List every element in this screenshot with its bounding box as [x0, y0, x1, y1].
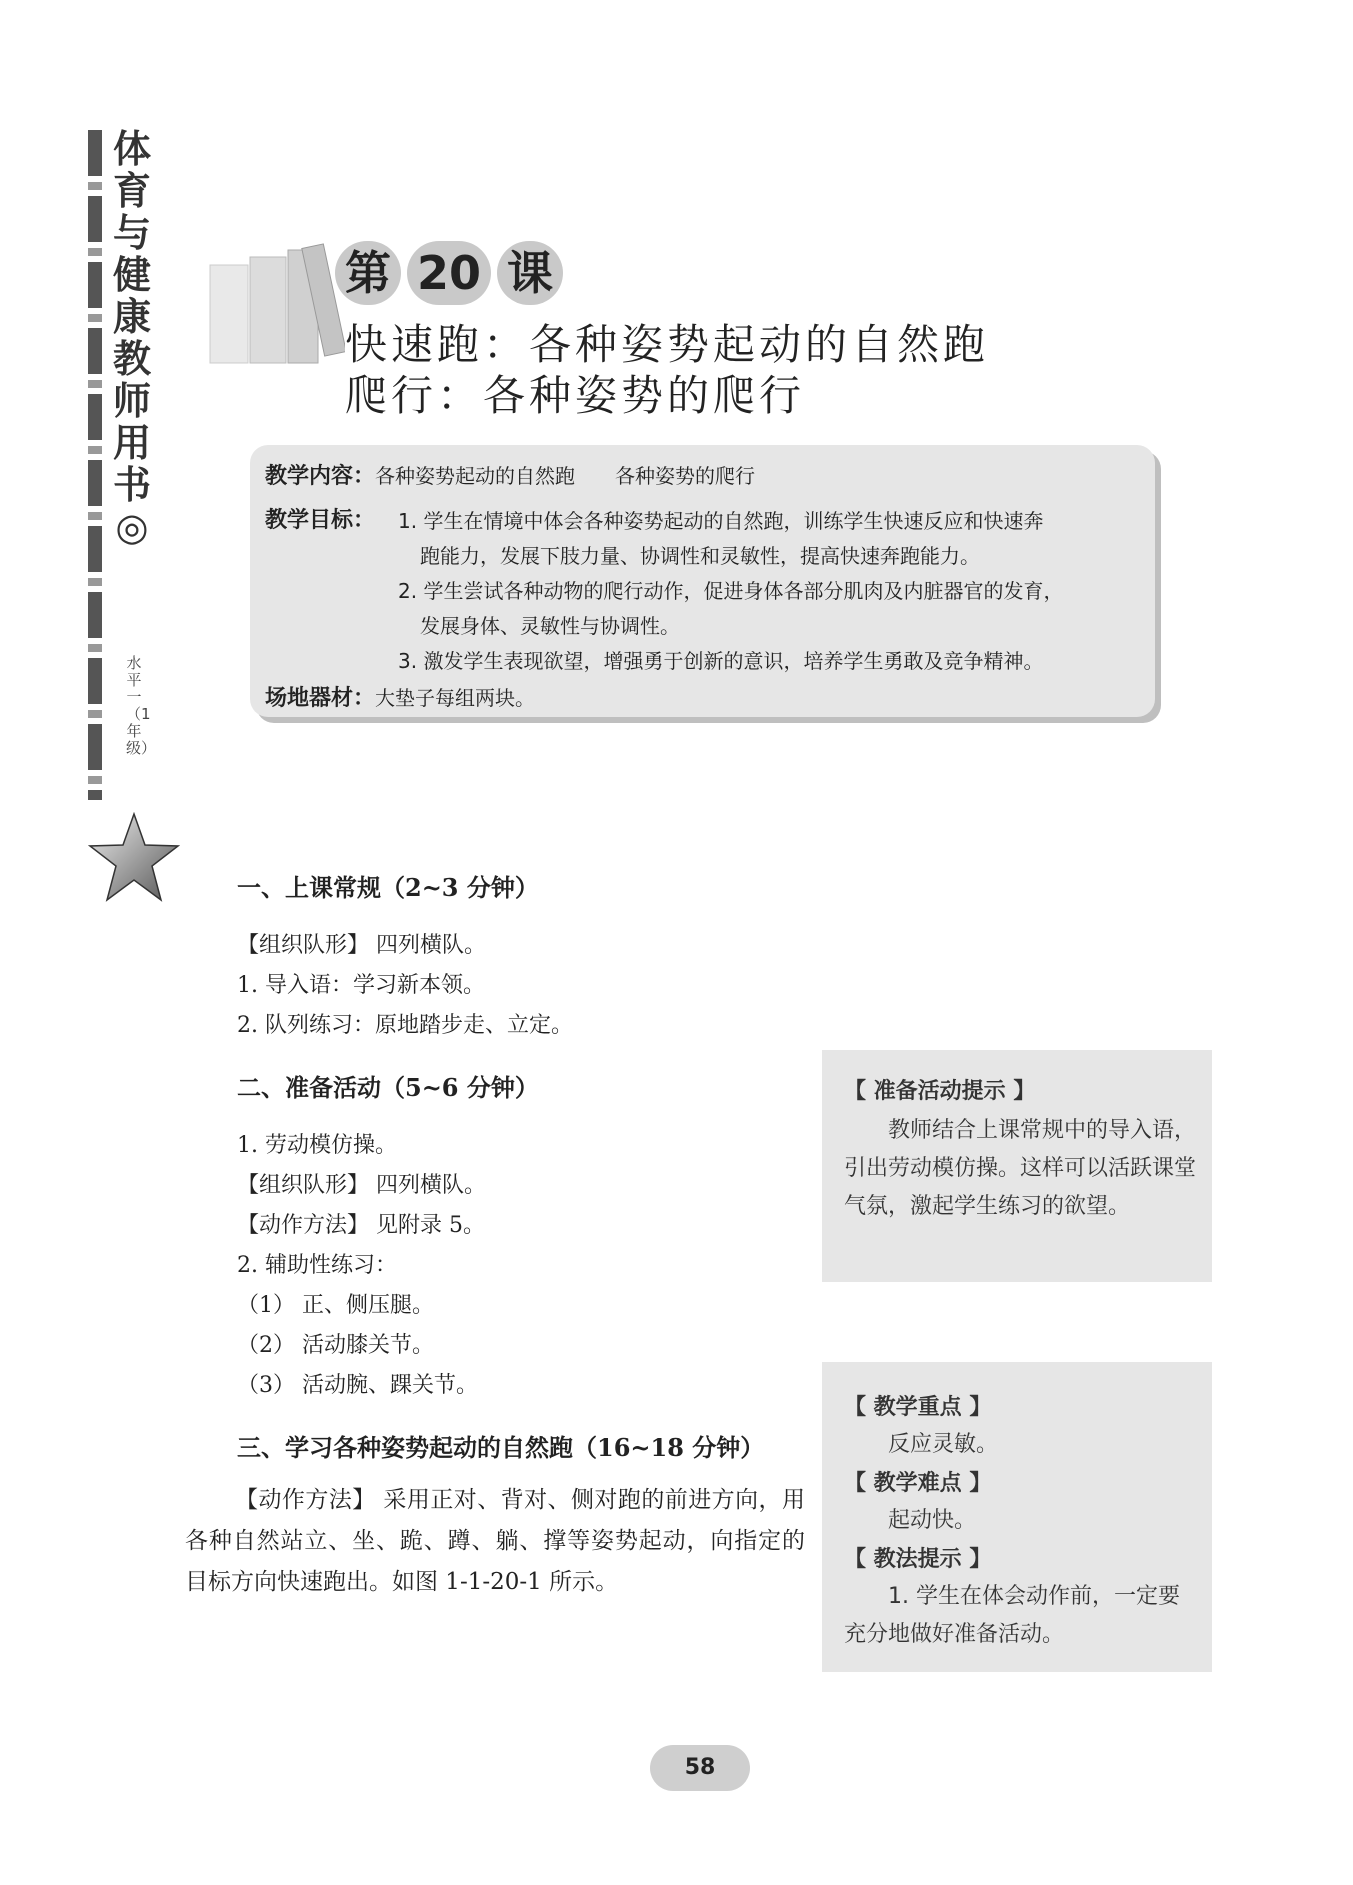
venue-label: 场地器材：	[265, 686, 376, 711]
spine-decoration	[88, 130, 102, 800]
goal-line: 发展身体、灵敏性与协调性。	[420, 614, 680, 638]
goal-line: 2. 学生尝试各种动物的爬行动作，促进身体各部分肌肉及内脏器官的发育，	[398, 579, 1064, 603]
spine-book-title: 体育与健康教师用书◎	[112, 126, 151, 549]
action-method-paragraph: 【动作方法】 采用正对、背对、侧对跑的前进方向，用各种自然站立、坐、跪、蹲、躺、撑等姿势起动，向指定的目标方向快速跑出。如图 1-1-20-1 所示。	[185, 1487, 805, 1595]
teaching-notes-box	[822, 1362, 1212, 1672]
section-heading-routine: 一、上课常规（2~3 分钟）	[237, 873, 539, 902]
goal-line: 1. 学生在情境中体会各种姿势起动的自然跑，训练学生快速反应和快速奔	[398, 509, 1044, 533]
focus-label: 【 教学重点 】	[844, 1395, 992, 1420]
difficulty-label: 【 教学难点 】	[844, 1471, 992, 1496]
lesson-title-line-1: 快速跑：各种姿势起动的自然跑	[345, 320, 990, 369]
body-line: （2） 活动膝关节。	[237, 1333, 434, 1358]
lesson-info-box	[250, 445, 1155, 717]
goal-line: 3. 激发学生表现欲望，增强勇于创新的意识，培养学生勇敢及竞争精神。	[398, 649, 1044, 673]
page-number: 58	[650, 1745, 750, 1791]
star-icon	[88, 812, 180, 902]
warmup-tip-label: 【 准备活动提示 】	[844, 1079, 1036, 1104]
body-line: 1. 导入语：学习新本领。	[237, 973, 485, 998]
section-heading-warmup: 二、准备活动（5~6 分钟）	[237, 1073, 539, 1102]
goals-label: 教学目标：	[265, 508, 376, 533]
body-line: 【组织队形】 四列横队。	[237, 933, 486, 958]
content-value: 各种姿势起动的自然跑 各种姿势的爬行	[375, 464, 756, 488]
venue-value: 大垫子每组两块。	[375, 686, 536, 710]
content-row	[265, 459, 755, 490]
lesson-suffix: 课	[497, 241, 563, 305]
body-line: 1. 劳动模仿操。	[237, 1133, 397, 1158]
method-label: 【 教法提示 】	[844, 1547, 992, 1572]
lesson-number: 20	[407, 241, 491, 305]
difficulty-text: 起动快。	[888, 1508, 977, 1533]
lesson-title-line-2: 爬行：各种姿势的爬行	[345, 371, 806, 420]
lesson-prefix: 第	[335, 241, 401, 305]
goal-line: 跑能力，发展下肢力量、协调性和灵敏性，提高快速奔跑能力。	[420, 544, 980, 568]
body-line: 【组织队形】 四列横队。	[237, 1173, 486, 1198]
venue-row	[265, 681, 535, 712]
body-line: （3） 活动腕、踝关节。	[237, 1373, 478, 1398]
spine-level: 水平一（1年级）	[126, 654, 157, 757]
warmup-tip-box	[822, 1050, 1212, 1282]
focus-text: 反应灵敏。	[888, 1432, 999, 1457]
body-line: 【动作方法】 见附录 5。	[237, 1213, 485, 1238]
lesson-number-badge	[335, 240, 563, 306]
method-text: 1. 学生在体会动作前，一定要充分地做好准备活动。	[844, 1584, 1180, 1647]
books-icon	[205, 235, 345, 365]
body-line: 2. 队列练习：原地踏步走、立定。	[237, 1013, 573, 1038]
goals-label-row	[265, 503, 375, 534]
body-line: 2. 辅助性练习：	[237, 1253, 397, 1278]
body-line: （1） 正、侧压腿。	[237, 1293, 434, 1318]
section-heading-running: 三、学习各种姿势起动的自然跑（16~18 分钟）	[237, 1433, 765, 1462]
content-label: 教学内容：	[265, 464, 376, 489]
warmup-tip-text: 教师结合上课常规中的导入语，引出劳动模仿操。这样可以活跃课堂气氛，激起学生练习的欲望。	[844, 1118, 1197, 1219]
